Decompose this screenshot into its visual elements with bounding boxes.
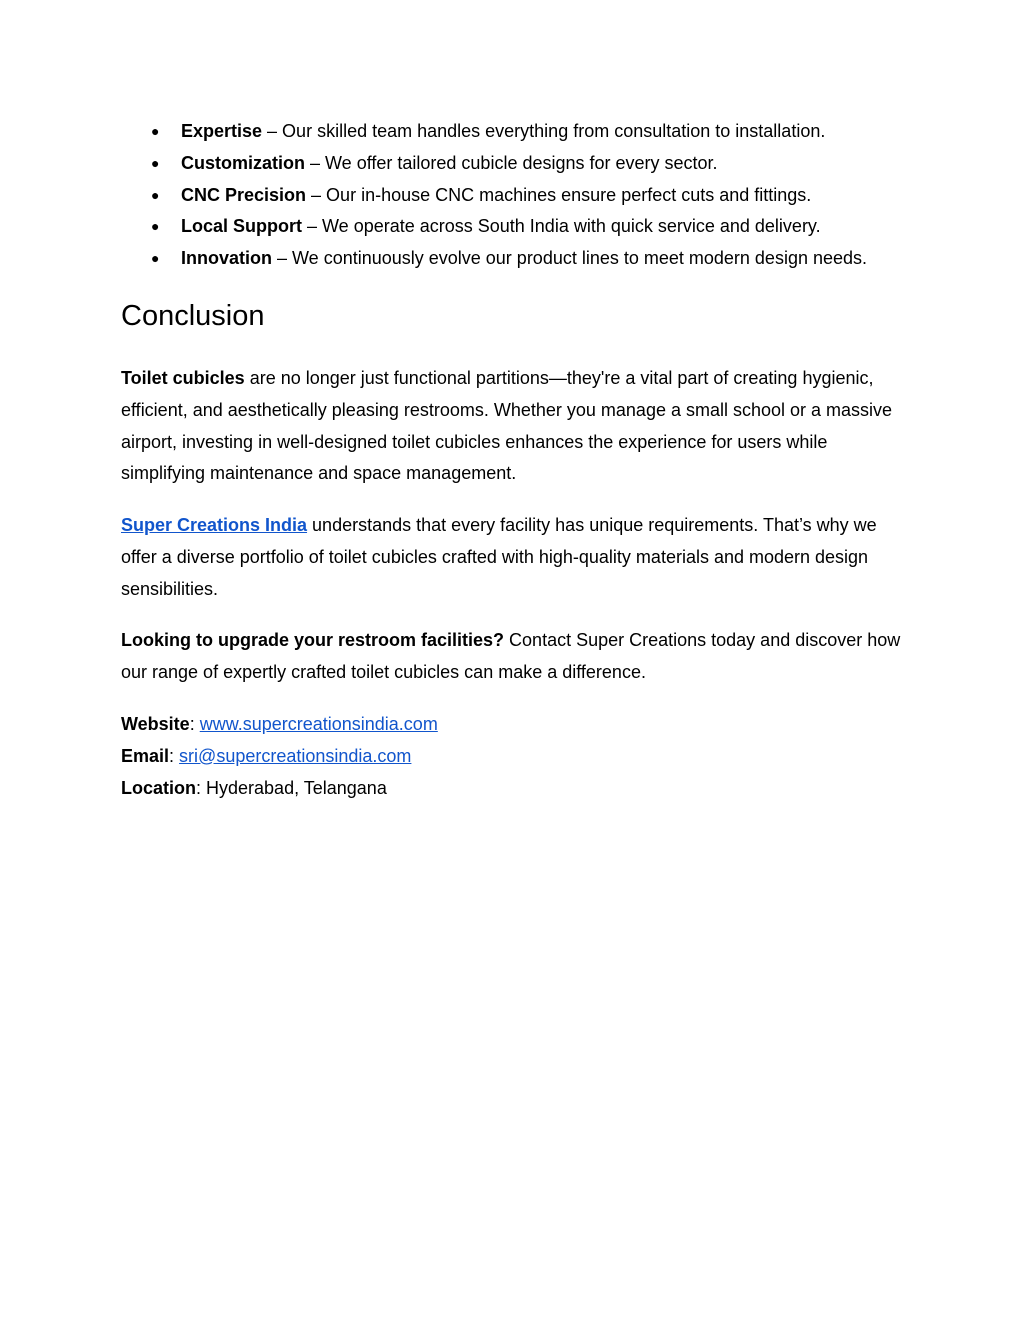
super-creations-link[interactable]: Super Creations India: [121, 515, 308, 535]
conclusion-heading: Conclusion: [121, 300, 265, 332]
list-item: [0, 116, 1024, 148]
paragraph-text: Contact Super Creations today and discover how our range of expertly crafted toilet cubicles can make a difference.: [121, 630, 901, 682]
email-link[interactable]: sri@supercreationsindia.com: [179, 745, 412, 766]
bullet-icon: ●: [151, 154, 160, 171]
bullet-title: Innovation: [181, 248, 272, 268]
bullet-text: – We offer tailored cubicle designs for every sector.: [305, 152, 718, 173]
paragraph-text: understands that every facility has unique requirements. That’s why we offer a diverse portfolio of toilet cubicles crafted with high-quality materials and modern design sensibilities.: [121, 515, 877, 599]
email-line: [121, 741, 911, 773]
location-line: [121, 773, 911, 805]
website-line: [121, 709, 911, 741]
bullet-text: – We continuously evolve our product lines to meet modern design needs.: [272, 248, 868, 268]
website-label: Website: [121, 714, 190, 734]
conclusion-paragraph-1: [121, 363, 911, 490]
bullet-icon: ●: [151, 123, 160, 139]
list-item: [0, 211, 1024, 243]
paragraph-text: are no longer just functional partitions—they're a vital part of creating hygienic, efficient, and aesthetically pleasing restrooms. Whether you manage a small school or a massive airport, investing in well-designed toilet cubicles enhances the experience for users while simplifying maintenance and space management.: [121, 368, 893, 484]
separator: :: [169, 745, 180, 766]
benefits-list: [0, 116, 1024, 275]
bullet-title: CNC Precision: [181, 184, 307, 205]
bullet-text: – Our skilled team handles everything from consultation to installation.: [262, 121, 826, 141]
separator: :: [189, 714, 200, 734]
bullet-icon: ●: [151, 250, 160, 266]
bullet-icon: ●: [151, 218, 160, 235]
bullet-title: Local Support: [181, 216, 302, 237]
location-label: Location: [121, 777, 196, 798]
separator: :: [196, 777, 207, 798]
contact-block: [121, 709, 911, 804]
call-to-action-bold: Looking to upgrade your restroom facilities?: [121, 630, 505, 650]
bullet-title: Customization: [181, 152, 305, 173]
toilet-cubicles-bold: Toilet cubicles: [121, 368, 245, 388]
location-value: Hyderabad, Telangana: [206, 777, 387, 798]
conclusion-paragraph-3: [121, 625, 911, 689]
bullet-text: – We operate across South India with quick service and delivery.: [302, 216, 821, 237]
conclusion-paragraph-2: [121, 510, 911, 605]
bullet-icon: ●: [151, 186, 160, 203]
bullet-text: – Our in-house CNC machines ensure perfect cuts and fittings.: [306, 184, 812, 205]
email-label: Email: [121, 745, 170, 766]
bullet-title: Expertise: [181, 121, 263, 141]
list-item: [0, 243, 1024, 275]
list-item: [0, 148, 1024, 180]
website-link[interactable]: www.supercreationsindia.com: [199, 714, 438, 734]
list-item: [0, 180, 1024, 212]
